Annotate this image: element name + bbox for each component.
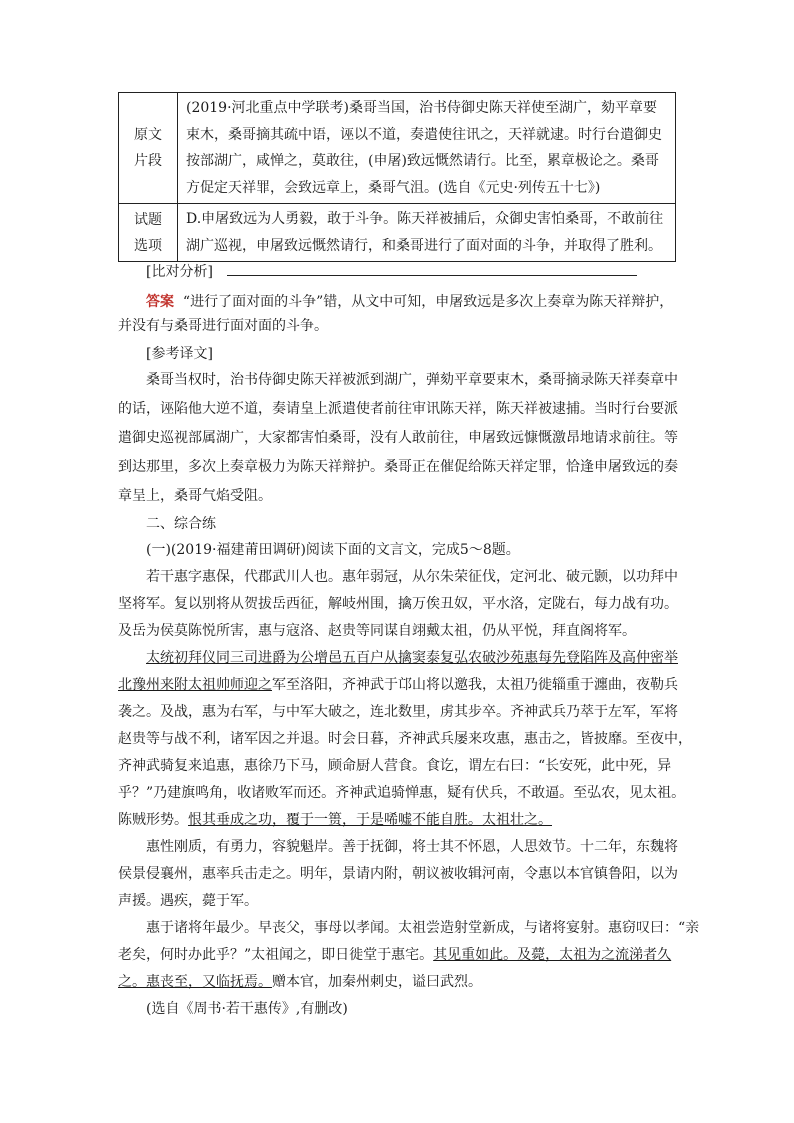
passage-line: 齐神武骑复来追惠，惠徐乃下马，顾命厨人营食。食讫，谓左右曰：“长安死，此中死，异: [118, 758, 672, 774]
translation-line: 到达那里，多次上奏章极力为陈天祥辩护。桑哥正在催促给陈天祥定罪，恰逢申屠致远的奏: [118, 459, 678, 475]
analysis-label: [比对分析]: [146, 264, 213, 280]
answer-label: 答案: [146, 294, 174, 310]
passage-line: 侯景侵襄州，惠率兵击走之。明年，景请内附，朝议被收辑河南，令惠以本官镇鲁阳，以为: [118, 866, 678, 882]
passage-text: 军至洛阳，齐神武于邙山将以邀我，太祖乃徙辎重于瀍曲，夜勒兵: [272, 677, 678, 693]
answer-line-1: [146, 289, 706, 315]
comparison-table: [118, 92, 676, 262]
passage-text: 陈贼形势。: [118, 812, 188, 828]
passage-line: 赵贵等与战不利，诸军因之并退。时会日暮，齐神武兵屡来攻惠，惠击之，皆披靡。至夜中，: [118, 731, 692, 747]
passage-line: 若干惠字惠保，代郡武川人也。惠年弱冠，从尔朱荣征伐，定河北、破元颢，以功拜中: [146, 569, 678, 585]
answer-line-2: 并没有与桑哥进行面对面的斗争。: [118, 318, 328, 334]
passage-line: 乎？”乃建旗鸣角，收诸败军而还。齐神武追骑惮惠，疑有伏兵，不敢逼。至弘农，见太祖。: [118, 785, 686, 801]
passage-line: [118, 807, 678, 833]
underlined-sentence: 恨其垂成之功，覆于一篑，于是唏嘘不能自胜。太祖壮之。: [188, 812, 552, 828]
original-passage-cell: (2019·河北重点中学联考)桑哥当国，治书侍御史陈天祥使至湖广，劾平章要束木，桑哥摘其疏中语，诬以不道，奏遣使往讯之，天祥就逮。时行台遣御史按部湖广，咸惮之，莫敢往，(申屠)致远慨然请行。比至，累章极论之。桑哥方促定天祥罪，会致远章上，桑哥气沮。(选自《元史·列传五十七》): [178, 93, 676, 204]
passage-text: 赠本官，加秦州刺史，谥曰武烈。: [272, 974, 482, 990]
option-cell: D.申屠致远为人勇毅，敢于斗争。陈天祥被捕后，众御史害怕桑哥，不敢前往湖广巡视，申屠致远慨然请行，和桑哥进行了面对面的斗争，并取得了胜利。: [178, 204, 676, 262]
translation-label: [参考译文]: [146, 346, 213, 362]
passage-line: [118, 969, 678, 995]
translation-line: 遣御史巡视部属湖广，大家都害怕桑哥，没有人敢前往，申屠致远慷慨激昂地请求前往。等: [118, 430, 678, 446]
label-line: 选项: [134, 237, 162, 254]
passage-line: 袭之。及战，惠为右军，与中军大破之，连北数里，虏其步卒。齐神武兵乃萃于左军，军将: [118, 704, 678, 720]
row-label-option: [119, 204, 178, 262]
passage-line: [118, 645, 678, 671]
passage-text: 老矣，何时办此乎？”太祖闻之，即日徙堂于惠宅。: [118, 947, 434, 963]
exercise-intro: (一)(2019·福建莆田调研)阅读下面的文言文，完成5～8题。: [146, 542, 520, 558]
answer-text: “进行了面对面的斗争”错，从文中可知，申屠致远是多次上奏章为陈天祥辩护，: [182, 294, 674, 310]
answer-blank[interactable]: [227, 261, 637, 276]
section-title: 二、综合练: [146, 516, 216, 532]
passage-line: 惠性刚质，有勇力，容貌魁岸。善于抚御，将士其不怀恩，人思效节。十二年，东魏将: [146, 839, 678, 855]
translation-line: 章呈上，桑哥气焰受阻。: [118, 488, 272, 504]
source-citation: (选自《周书·若干惠传》,有删改): [146, 1001, 348, 1017]
label-line: 原文: [134, 127, 162, 143]
passage-line: 声援。遇疾，薨于军。: [118, 893, 258, 909]
table-row-original: [119, 93, 676, 204]
passage-line: [118, 942, 678, 968]
underlined-sentence: 其见重如此。及薨，太祖为之流涕者久: [433, 947, 672, 963]
translation-line: 的话，诬陷他大逆不道，奏请皇上派遣使者前往审讯陈天祥，陈天祥被逮捕。当时行台要派: [118, 401, 678, 417]
analysis-line: [146, 259, 706, 285]
underlined-sentence: 北豫州来附太祖帅师迎之: [118, 677, 272, 693]
translation-line: 桑哥当权时，治书侍御史陈天祥被派到湖广，弹劾平章要束木，桑哥摘录陈天祥奏章中: [146, 372, 678, 388]
underlined-sentence: 之。惠丧至，又临抚焉。: [118, 974, 272, 990]
passage-line: 惠于诸将年最少。早丧父，事母以孝闻。太祖尝造射堂新成，与诸将宴射。惠窃叹曰：“亲: [146, 920, 700, 936]
label-line: 试题: [134, 211, 162, 228]
row-label-original: [119, 93, 178, 204]
passage-line: 坚将军。复以别将从贺拔岳西征，解岐州围，擒万俟丑奴，平水洛，定陇右，每力战有功。: [118, 596, 678, 612]
passage-line: [118, 672, 678, 698]
underlined-sentence: 太统初拜仪同三司进爵为公增邑五百户从擒窦泰复弘农破沙苑惠每先登陷阵及高仲密举: [146, 650, 678, 666]
table-row-option: [119, 204, 676, 262]
passage-line: 及岳为侯莫陈悦所害，惠与寇洛、赵贵等同谋自翊戴太祖，仍从平悦，拜直阁将军。: [118, 623, 636, 639]
label-line: 片段: [134, 153, 162, 169]
